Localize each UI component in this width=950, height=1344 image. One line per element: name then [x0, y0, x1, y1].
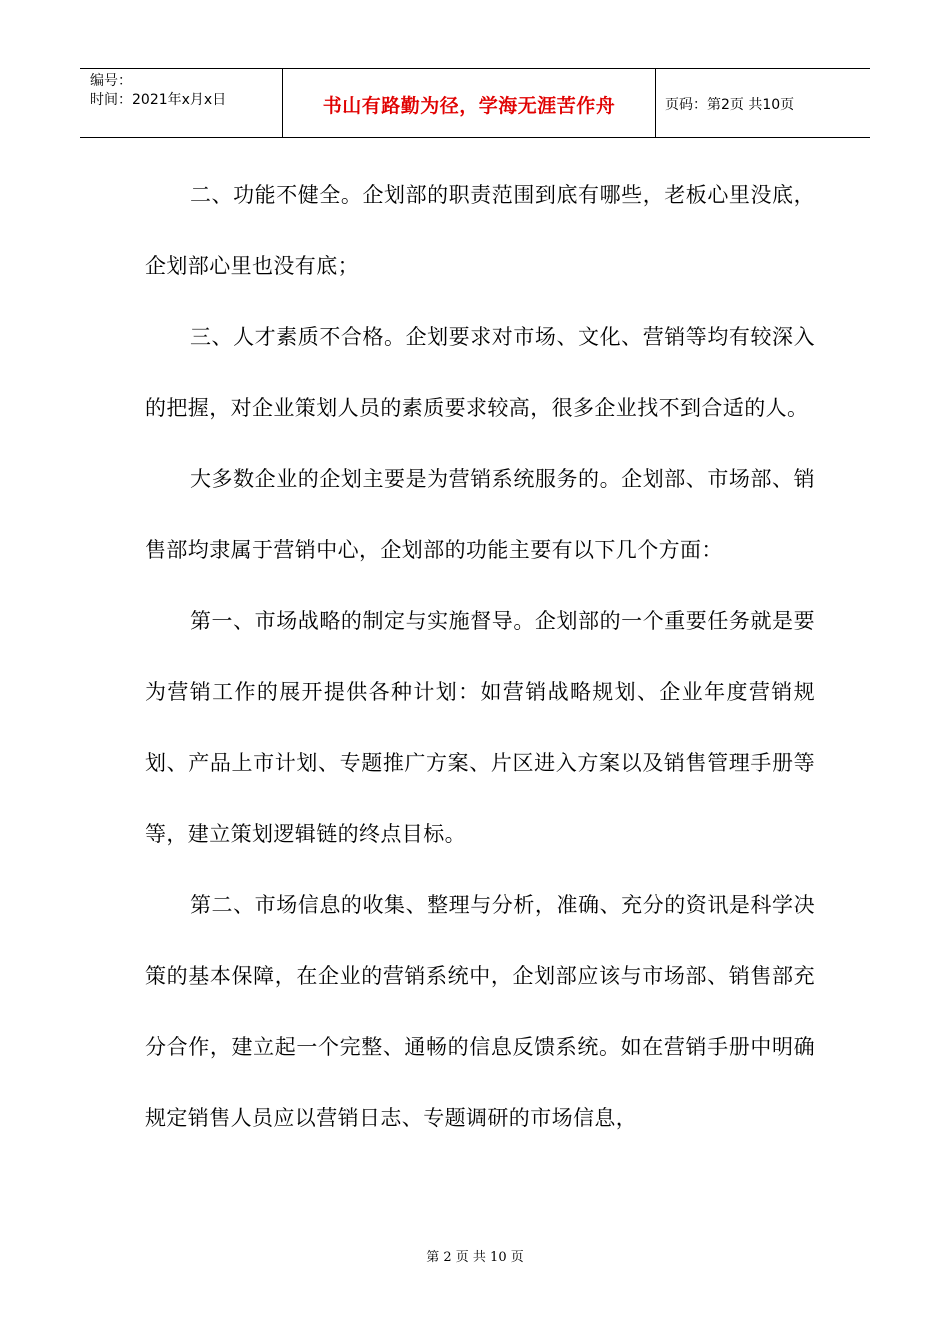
- paragraph: 大多数企业的企划主要是为营销系统服务的。企划部、市场部、销售部均隶属于营销中心，企划部的功能主要有以下几个方面：: [145, 467, 815, 562]
- header-right-cell: [655, 69, 870, 137]
- page-number-info: 页码：第2页 共10页: [665, 97, 795, 113]
- document-body: [145, 160, 815, 1154]
- page-footer: 第 2 页 共 10 页: [426, 1250, 524, 1265]
- paragraph: 三、人才素质不合格。企划要求对市场、文化、营销等均有较深入的把握，对企业策划人员的素质要求较高，很多企业找不到合适的人。: [145, 325, 815, 420]
- serial-number-label: 编号：: [90, 73, 132, 89]
- header-left-cell: [80, 69, 282, 137]
- header-middle-cell: [282, 69, 656, 137]
- date-label: 时间：2021年x月x日: [90, 92, 227, 108]
- paragraph: 二、功能不健全。企划部的职责范围到底有哪些，老板心里没底，企划部心里也没有底；: [145, 183, 815, 278]
- document-header: [80, 68, 870, 138]
- header-motto: 书山有路勤为径，学海无涯苦作舟: [322, 95, 616, 117]
- paragraph: 第一、市场战略的制定与实施督导。企划部的一个重要任务就是要为营销工作的展开提供各种计划：如营销战略规划、企业年度营销规划、产品上市计划、专题推广方案、片区进入方案以及销售管理手册等等，建立策划逻辑链的终点目标。: [145, 609, 815, 846]
- paragraph: 第二、市场信息的收集、整理与分析，准确、充分的资讯是科学决策的基本保障，在企业的营销系统中，企划部应该与市场部、销售部充分合作，建立起一个完整、通畅的信息反馈系统。如在营销手册中明确规定销售人员应以营销日志、专题调研的市场信息，: [145, 893, 815, 1130]
